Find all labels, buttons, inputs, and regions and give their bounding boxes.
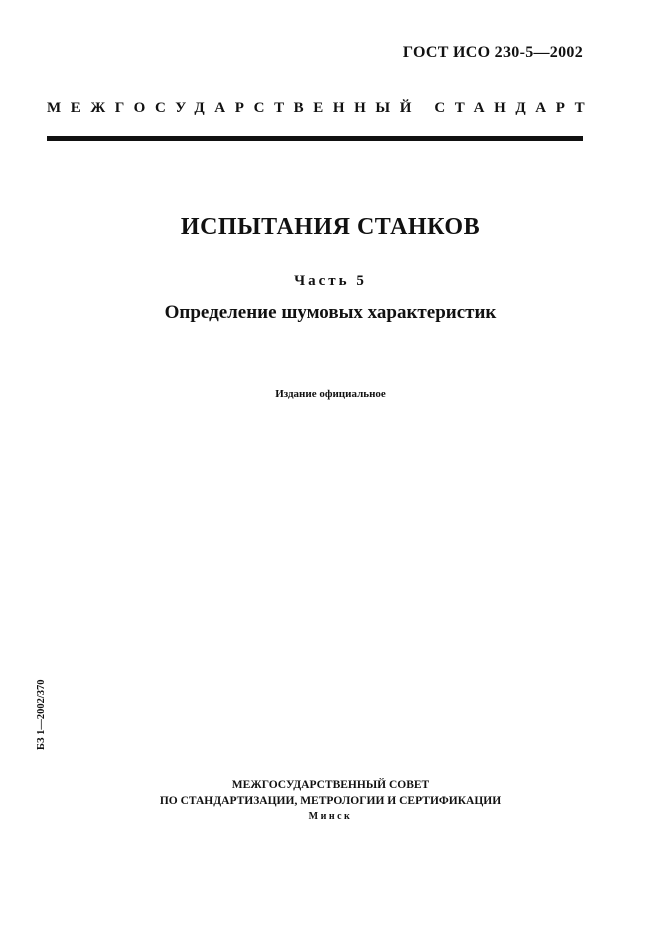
header-divider — [47, 136, 583, 141]
document-number: ГОСТ ИСО 230-5—2002 — [402, 44, 583, 61]
publisher-city: Минск — [308, 811, 353, 822]
side-catalog-code: БЗ 1—2002/370 — [36, 679, 47, 750]
edition-label: Издание официальное — [275, 388, 386, 400]
publisher-line-2: ПО СТАНДАРТИЗАЦИИ, МЕТРОЛОГИИ И СЕРТИФИКАЦИИ — [159, 795, 502, 807]
part-label: Часть 5 — [294, 273, 367, 289]
document-title: ИСПЫТАНИЯ СТАНКОВ — [180, 214, 481, 240]
document-subtitle: Определение шумовых характеристик — [164, 302, 497, 323]
standard-type-heading: МЕЖГОСУДАРСТВЕННЫЙ СТАНДАРТ — [47, 100, 595, 116]
publisher-block — [0, 777, 661, 825]
publisher-line-1: МЕЖГОСУДАРСТВЕННЫЙ СОВЕТ — [231, 779, 430, 791]
